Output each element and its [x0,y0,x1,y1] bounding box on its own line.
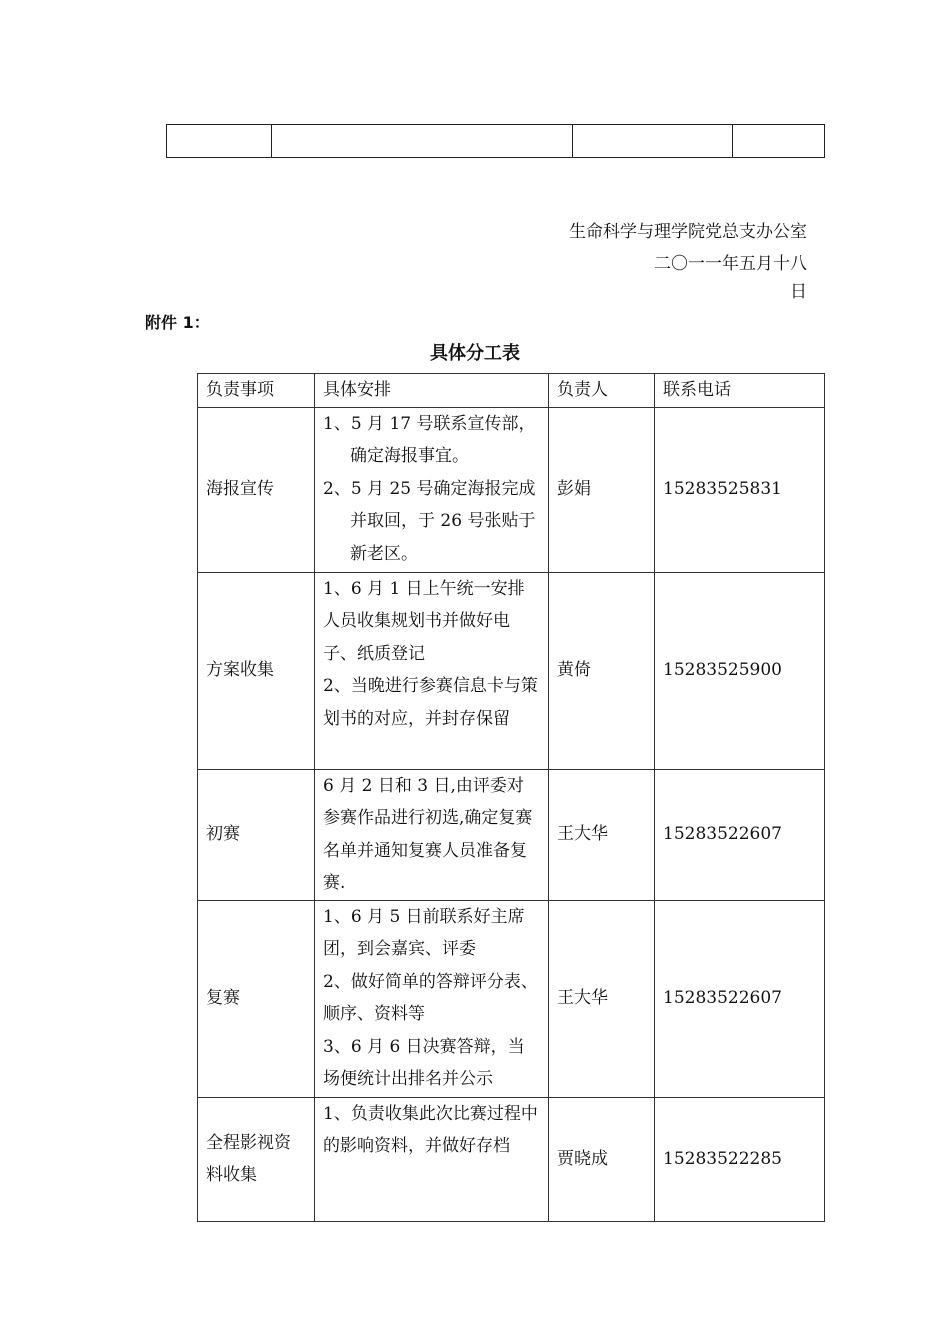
table-row [198,572,825,769]
task-cell: 复赛 [198,900,315,1097]
task-cell: 海报宣传 [198,407,315,572]
person-cell: 贾晓成 [549,1097,655,1221]
person-cell: 彭娟 [549,407,655,572]
empty-cell [733,125,825,158]
table-row [198,1097,825,1221]
phone-cell: 15283522607 [655,769,825,900]
empty-cell [272,125,573,158]
table-row [198,407,825,572]
plan-cell [315,572,549,769]
person-cell: 王大华 [549,900,655,1097]
person-cell: 王大华 [549,769,655,900]
task-cell: 方案收集 [198,572,315,769]
header-task: 负责事项 [198,374,315,408]
top-empty-table [166,124,825,158]
signature-office: 生命科学与理学院党总支办公室 [569,222,807,242]
phone-cell: 15283522285 [655,1097,825,1221]
division-of-labor-table [197,373,825,1222]
plan-cell [315,1097,549,1221]
signature-date: 二〇一一年五月十八 [654,254,807,274]
table-row [198,900,825,1097]
phone-cell: 15283525831 [655,407,825,572]
plan-cell [315,900,549,1097]
header-person: 负责人 [549,374,655,408]
task-cell: 初赛 [198,769,315,900]
person-cell: 黄倚 [549,572,655,769]
header-phone: 联系电话 [655,374,825,408]
attachment-label: 附件 1： [145,313,210,332]
plan-item: 2、当晚进行参赛信息卡与策划书的对应，并封存保留 [323,676,538,729]
signature-date-end: 日 [790,282,807,302]
plan-cell [315,769,549,900]
plan-item: 2、5 月 25 号确定海报完成并取回，于 26 号张贴于新老区。 [323,478,536,564]
plan-item: 1、6 月 5 日前联系好主席团，到会嘉宾、评委 [323,906,525,959]
empty-cell [167,125,272,158]
task-cell: 全程影视资料收集 [198,1097,315,1221]
table-row [198,769,825,900]
plan-item: 6 月 2 日和 3 日,由评委对参赛作品进行初选,确定复赛名单并通知复赛人员准备复赛. [323,775,533,893]
plan-item: 2、做好简单的答辩评分表、顺序、资料等 [323,971,538,1024]
plan-item: 1、负责收集此次比赛过程中的影响资料，并做好存档 [323,1103,538,1156]
table-header-row [198,374,825,408]
empty-cell [573,125,733,158]
plan-item: 3、6 月 6 日决赛答辩，当场便统计出排名并公示 [323,1036,525,1089]
table-title: 具体分工表 [430,343,520,364]
phone-cell: 15283525900 [655,572,825,769]
header-plan: 具体安排 [315,374,549,408]
plan-item: 1、5 月 17 号联系宣传部，确定海报事宜。 [323,413,536,466]
phone-cell: 15283522607 [655,900,825,1097]
plan-item: 1、6 月 1 日上午统一安排人员收集规划书并做好电子、纸质登记 [323,578,525,664]
plan-cell [315,407,549,572]
